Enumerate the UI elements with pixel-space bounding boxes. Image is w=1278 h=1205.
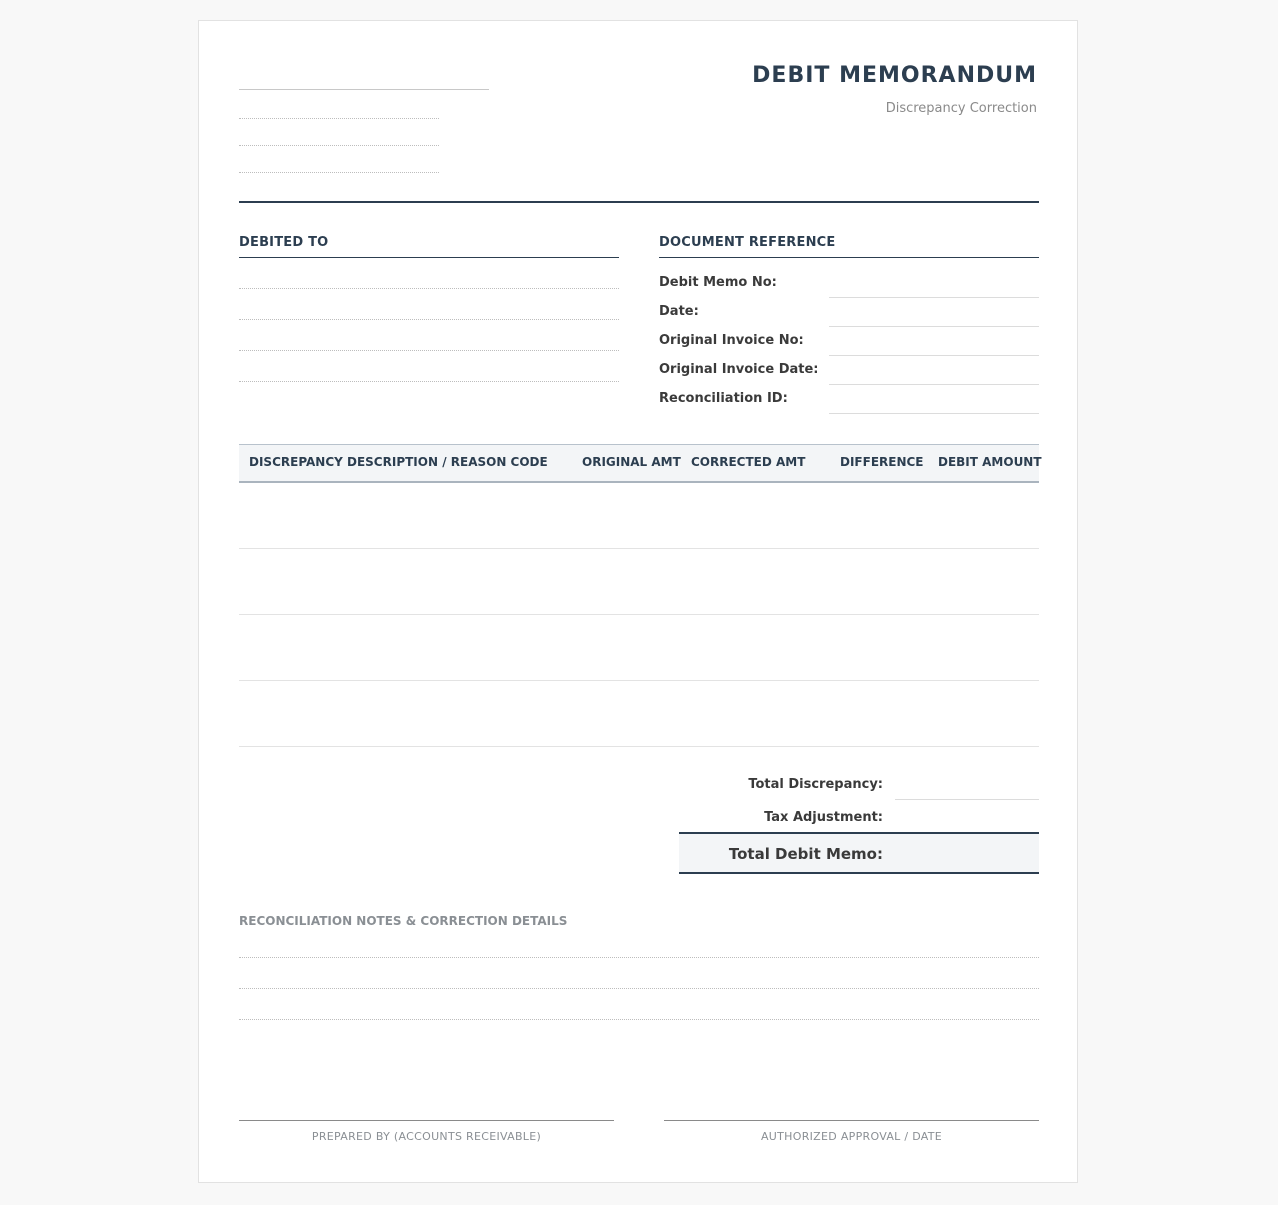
original-invoice-date-label: Original Invoice Date: — [659, 362, 819, 377]
debited-to-line[interactable] — [239, 381, 619, 382]
column-header-original-amt: ORIGINAL AMT — [582, 455, 681, 469]
company-address-line[interactable] — [239, 172, 439, 173]
notes-line[interactable] — [239, 957, 1039, 958]
approval-signature-line[interactable] — [664, 1120, 1039, 1121]
document-reference-heading: DOCUMENT REFERENCE — [659, 235, 836, 250]
prepared-by-label: PREPARED BY (ACCOUNTS RECEIVABLE) — [311, 1130, 542, 1143]
approval-label: AUTHORIZED APPROVAL / DATE — [760, 1130, 943, 1143]
table-row[interactable] — [239, 746, 1039, 747]
document-subtitle: Discrepancy Correction — [885, 101, 1037, 116]
table-row[interactable] — [239, 548, 1039, 549]
column-header-difference: DIFFERENCE — [840, 455, 924, 469]
notes-heading: RECONCILIATION NOTES & CORRECTION DETAILS — [239, 914, 568, 928]
debit-memo-page — [198, 20, 1078, 1183]
notes-line[interactable] — [239, 1019, 1039, 1020]
document-reference-rule — [659, 257, 1039, 258]
tax-adjustment-label: Tax Adjustment: — [764, 810, 883, 825]
column-header-corrected-amt: CORRECTED AMT — [691, 455, 806, 469]
company-address-line[interactable] — [239, 145, 439, 146]
debited-to-line[interactable] — [239, 350, 619, 351]
debit-memo-no-label: Debit Memo No: — [659, 275, 777, 290]
original-invoice-no-label: Original Invoice No: — [659, 333, 804, 348]
header-divider — [239, 201, 1039, 203]
company-name-line[interactable] — [239, 89, 489, 90]
prepared-by-signature-line[interactable] — [239, 1120, 614, 1121]
total-discrepancy-field[interactable] — [895, 799, 1039, 800]
debited-to-line[interactable] — [239, 319, 619, 320]
date-field[interactable] — [829, 326, 1039, 327]
table-row[interactable] — [239, 614, 1039, 615]
original-invoice-date-field[interactable] — [829, 384, 1039, 385]
total-discrepancy-label: Total Discrepancy: — [748, 777, 883, 792]
date-label: Date: — [659, 304, 699, 319]
column-header-debit-amount: DEBIT AMOUNT — [938, 455, 1042, 469]
column-header-description: DISCREPANCY DESCRIPTION / REASON CODE — [249, 455, 548, 469]
reconciliation-id-label: Reconciliation ID: — [659, 391, 788, 406]
table-row[interactable] — [239, 680, 1039, 681]
debited-to-heading: DEBITED TO — [239, 235, 329, 250]
original-invoice-no-field[interactable] — [829, 355, 1039, 356]
debited-to-line[interactable] — [239, 288, 619, 289]
document-title: DEBIT MEMORANDUM — [752, 63, 1037, 88]
debit-memo-no-field[interactable] — [829, 297, 1039, 298]
notes-line[interactable] — [239, 988, 1039, 989]
company-address-line[interactable] — [239, 118, 439, 119]
total-debit-memo-label: Total Debit Memo: — [728, 845, 883, 863]
reconciliation-id-field[interactable] — [829, 413, 1039, 414]
debited-to-rule — [239, 257, 619, 258]
